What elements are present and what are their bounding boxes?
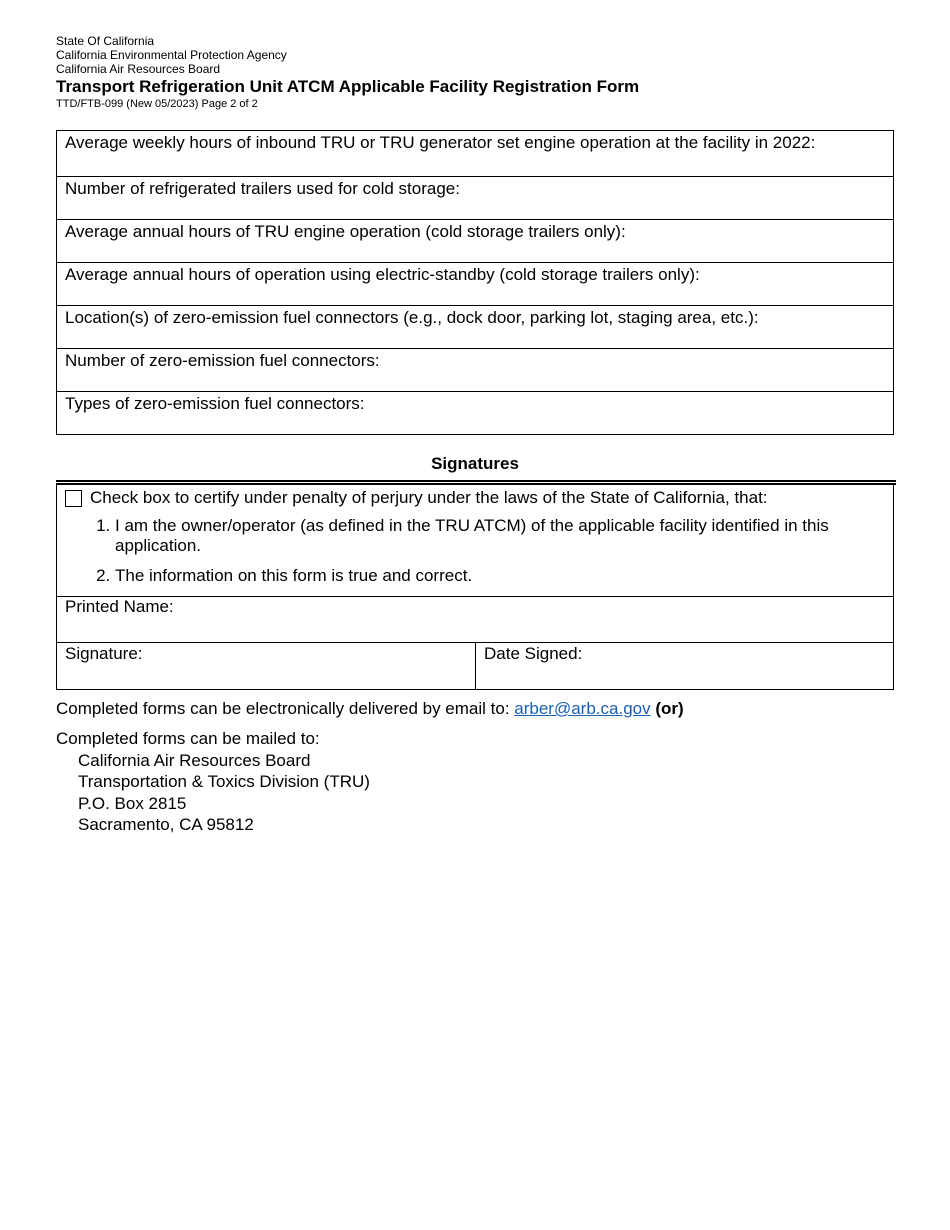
form-page	[56, 34, 894, 836]
date-signed-field[interactable]	[476, 643, 893, 689]
field-tru-engine-hours[interactable]	[57, 220, 894, 263]
field-label: Average annual hours of TRU engine operation (cold storage trailers only):	[65, 222, 626, 241]
certification-statements	[65, 516, 885, 586]
statement-item: 1. I am the owner/operator (as defined in the TRU ATCM) of the applicable facility identified in this application.	[115, 516, 885, 556]
email-link[interactable]: arber@arb.ca.gov	[514, 699, 651, 718]
facility-fields-table	[56, 130, 894, 435]
field-connector-types[interactable]	[57, 392, 894, 435]
header-agency: California Environmental Protection Agency	[56, 48, 287, 62]
mail-delivery	[56, 728, 894, 836]
form-number: TTD/FTB-099 (New 05/2023) Page 2 of 2	[56, 98, 258, 110]
field-weekly-hours[interactable]	[57, 131, 894, 177]
header-board: California Air Resources Board	[56, 62, 221, 76]
form-title: Transport Refrigeration Unit ATCM Applicable Facility Registration Form	[56, 77, 640, 96]
field-connector-count[interactable]	[57, 349, 894, 392]
header-state: State Of California	[56, 34, 155, 48]
certify-text: Check box to certify under penalty of perjury under the laws of the State of California, that:	[90, 488, 768, 507]
field-label: Types of zero-emission fuel connectors:	[65, 394, 365, 413]
address-line: P.O. Box 2815	[78, 793, 187, 813]
date-signed-label: Date Signed:	[484, 644, 583, 663]
field-connector-locations[interactable]	[57, 306, 894, 349]
address-line: Sacramento, CA 95812	[78, 815, 254, 834]
mail-text: Completed forms can be mailed to:	[56, 729, 320, 748]
signature-label: Signature:	[65, 644, 143, 663]
signatures-section	[56, 480, 896, 690]
field-electric-standby-hours[interactable]	[57, 263, 894, 306]
printed-name-field[interactable]	[57, 596, 893, 642]
statement-item: 2. The information on this form is true and correct.	[115, 566, 885, 586]
field-refrigerated-trailers[interactable]	[57, 177, 894, 220]
field-label: Location(s) of zero-emission fuel connectors (e.g., dock door, parking lot, staging area, etc.):	[65, 308, 759, 327]
field-label: Number of refrigerated trailers used for cold storage:	[65, 179, 460, 198]
certification-block	[57, 485, 893, 596]
certify-checkbox[interactable]	[65, 490, 82, 507]
signatures-heading: Signatures	[431, 454, 519, 473]
field-label: Average annual hours of operation using electric-standby (cold storage trailers only):	[65, 265, 700, 284]
email-delivery	[56, 699, 894, 719]
field-label: Number of zero-emission fuel connectors:	[65, 351, 380, 370]
email-text: Completed forms can be electronically delivered by email to:	[56, 699, 510, 718]
or-text: (or)	[655, 699, 684, 718]
field-label: Average weekly hours of inbound TRU or TRU generator set engine operation at the facility in 2022:	[65, 133, 816, 152]
address-line: California Air Resources Board	[78, 750, 311, 770]
signature-field[interactable]	[57, 643, 476, 689]
printed-name-label: Printed Name:	[65, 597, 174, 616]
address-line: Transportation & Toxics Division (TRU)	[78, 772, 370, 791]
